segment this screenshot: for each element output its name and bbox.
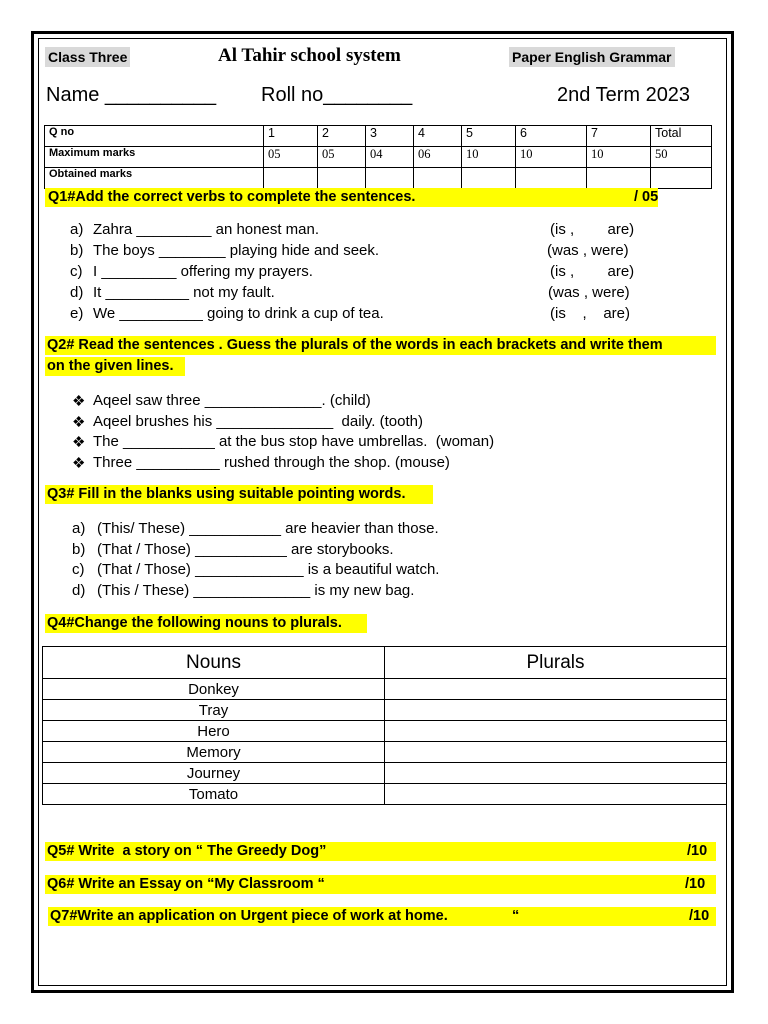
max-cell: 05 [318,147,366,168]
q4-heading [45,614,367,633]
q1-item-text: I _________ offering my prayers. [93,263,313,280]
q3-item-label: d) [72,582,86,599]
plural-cell[interactable] [385,784,727,805]
qno-cell: 1 [264,126,318,147]
q3-item-label: c) [72,561,85,578]
q2-item: Aqeel saw three ______________. (child) [93,392,371,409]
q2-title-2: on the given lines. [47,358,174,374]
class-label: Class Three [45,47,130,67]
qno-cell: 7 [587,126,651,147]
plural-cell[interactable] [385,763,727,784]
table-row [43,742,727,763]
qno-cell: 4 [414,126,462,147]
q3-item-label: a) [72,520,86,537]
q1-item-options: (is , are) [550,305,631,322]
term-label: 2nd Term 2023 [557,84,691,106]
noun-cell: Donkey [43,679,385,700]
nouns-header: Nouns [43,647,385,679]
q3-heading [45,485,433,504]
max-cell: 10 [587,147,651,168]
q1-item-options: (is , are) [550,221,635,238]
qno-cell: 2 [318,126,366,147]
q1-item-options: (was , were) [548,284,630,301]
diamond-bullet-icon: ❖ [72,434,86,451]
roll-field: Roll no________ [261,84,413,106]
obtained-cell[interactable] [462,168,516,189]
max-cell: 05 [264,147,318,168]
school-name: Al Tahir school system [218,45,401,66]
qno-row [45,126,712,147]
q7-quote: “ [512,908,520,924]
q3-title: Q3# Fill in the blanks using suitable pointing words. [47,486,406,502]
diamond-bullet-icon: ❖ [72,393,86,410]
plural-cell[interactable] [385,679,727,700]
qno-cell: 6 [516,126,587,147]
noun-cell: Tomato [43,784,385,805]
marks-table [44,125,712,189]
plural-cell[interactable] [385,700,727,721]
obtained-total[interactable] [651,168,712,189]
obtained-marks-row [45,168,712,189]
plural-cell[interactable] [385,721,727,742]
q3-item-text: (That / Those) _____________ is a beautiful watch. [97,561,440,578]
q1-item-label: d) [70,284,84,301]
q1-item-text: It __________ not my fault. [93,284,275,301]
diamond-bullet-icon: ❖ [72,455,86,472]
q7-title: Q7#Write an application on Urgent piece of work at home. [50,908,448,924]
q7-marks: /10 [689,908,710,924]
max-marks-label: Maximum marks [45,147,264,168]
q3-item-text: (This/ These) ___________ are heavier than those. [97,520,439,537]
max-cell: 10 [462,147,516,168]
q5-marks: /10 [687,843,708,859]
noun-cell: Journey [43,763,385,784]
table-row [43,700,727,721]
obtained-cell[interactable] [318,168,366,189]
diamond-bullet-icon: ❖ [72,414,86,431]
q1-item-text: We __________ going to drink a cup of tea. [93,305,384,322]
max-cell: 04 [366,147,414,168]
q2-item: Three __________ rushed through the shop. (mouse) [93,454,450,471]
obtained-cell[interactable] [414,168,462,189]
plurals-header: Plurals [385,647,727,679]
plural-cell[interactable] [385,742,727,763]
q2-item: The ___________ at the bus stop have umbrellas. (woman) [93,433,495,450]
noun-cell: Tray [43,700,385,721]
max-cell: 10 [516,147,587,168]
q1-title: Q1#Add the correct verbs to complete the sentences. [48,189,416,205]
q2-heading-line2 [45,357,185,376]
table-row [43,784,727,805]
noun-cell: Hero [43,721,385,742]
q1-item-label: c) [70,263,83,280]
table-row [43,679,727,700]
table-row [43,721,727,742]
q3-item-text: (This / These) ______________ is my new bag. [97,582,415,599]
noun-cell: Memory [43,742,385,763]
qno-cell: 5 [462,126,516,147]
obtained-cell[interactable] [516,168,587,189]
obtained-cell[interactable] [587,168,651,189]
q1-item-options: (was , were) [547,242,629,259]
q2-heading-line1 [45,336,716,355]
q1-marks: / 05 [634,189,659,205]
q7-heading [48,907,716,926]
max-marks-row [45,147,712,168]
q1-item-label: b) [70,242,84,259]
max-cell: 06 [414,147,462,168]
obtained-cell[interactable] [264,168,318,189]
q5-title: Q5# Write a story on “ The Greedy Dog” [47,843,327,859]
q1-item-label: a) [70,221,84,238]
obtained-marks-label: Obtained marks [45,168,264,189]
q5-heading [45,842,716,861]
q1-heading [45,188,658,207]
max-total: 50 [651,147,712,168]
nouns-table [42,646,727,805]
obtained-cell[interactable] [366,168,414,189]
q3-item-label: b) [72,541,86,558]
q6-marks: /10 [685,876,706,892]
q1-item-text: Zahra _________ an honest man. [93,221,320,238]
qno-label: Q no [45,126,264,147]
name-field: Name __________ [46,84,217,106]
nouns-header-row [43,647,727,679]
q2-title-1: Q2# Read the sentences . Guess the plurals of the words in each brackets and write them [47,337,663,353]
q2-item: Aqeel brushes his ______________ daily. (tooth) [93,413,423,430]
q6-title: Q6# Write an Essay on “My Classroom “ [47,876,325,892]
table-row [43,763,727,784]
total-header: Total [651,126,712,147]
q1-item-options: (is , are) [550,263,635,280]
q4-title: Q4#Change the following nouns to plurals. [47,615,342,631]
q1-item-label: e) [70,305,84,322]
q3-item-text: (That / Those) ___________ are storybooks. [97,541,394,558]
q1-item-text: The boys ________ playing hide and seek. [93,242,380,259]
q6-heading [45,875,716,894]
qno-cell: 3 [366,126,414,147]
paper-label: Paper English Grammar [509,47,675,67]
